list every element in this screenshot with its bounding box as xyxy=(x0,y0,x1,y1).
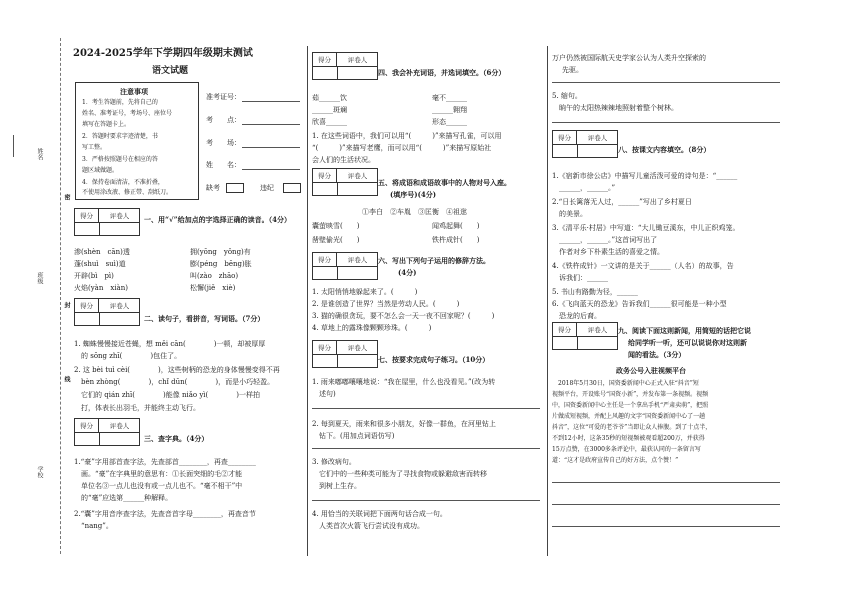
seal-mi: 密 xyxy=(63,194,70,200)
question-line: 1.“豪”字用部首查字法，先查部首________，再查________ xyxy=(74,458,256,466)
section-8-title: 八、按课文内容填空。（8分） xyxy=(618,145,711,154)
section-9-title: 九、阅读下面这则新闻，用简短的话把它说 xyxy=(618,326,751,335)
question-line: 恐龙的后裔。 xyxy=(552,312,601,320)
notice-line: 姓名、准考证号，考场号、座位号 xyxy=(82,110,173,117)
question-line: 人类首次火箭飞行尝试没有成功。 xyxy=(312,522,424,530)
score-box: 得分 评卷人 xyxy=(312,52,378,80)
question-line: ______，______。” xyxy=(552,184,616,192)
admission-label: 准考证号： xyxy=(206,93,241,101)
pinyin-item[interactable]: 拥(yōng yǒng)有 xyxy=(190,248,251,256)
pinyin-item[interactable]: 叫(zào zhāo) xyxy=(190,272,239,280)
question-line: 它们中的一些种类可能为了寻找食物或躲避敌害而转移 xyxy=(312,470,487,478)
question-line: 1. 在这些词语中，我们可以用“( )”来描写孔雀，可以用 xyxy=(312,132,502,140)
question-line: 先驱。 xyxy=(562,66,583,74)
notice-line: 不使用涂改液、修正带、刮纸刀。 xyxy=(82,189,173,196)
hall-label: 考 场： xyxy=(206,139,241,147)
news-line: 道：“这才是政府宣传自己的好方法，点个赞！” xyxy=(552,457,679,464)
question-line: 到树上生存。 xyxy=(312,482,361,490)
news-line: 不到12小时，这条35秒的短视频被观看超200万，并获得 xyxy=(552,435,705,442)
notice-heading: 注意事项 xyxy=(120,87,148,96)
question-line: 它们的 qián zhī( )能像 niǎo yì( )一样拍 xyxy=(74,391,260,399)
question-line: 4.《铁杵成针》一文讲的是关于______（人名）的故事，告 xyxy=(552,262,734,270)
answer-line[interactable] xyxy=(552,482,780,483)
section-2-title: 二、读句子，看拼音，写词语。（7分） xyxy=(144,314,265,323)
answer-line[interactable] xyxy=(552,526,780,527)
question-line: 作者对乡下朴素生活的喜爱之情。 xyxy=(552,248,664,256)
question-line: 述句) xyxy=(312,390,336,398)
grader-label: 评卷人 xyxy=(99,209,140,223)
pinyin-item[interactable]: 火焰(yàn xiàn) xyxy=(74,284,128,292)
answer-line[interactable] xyxy=(312,448,540,449)
pinyin-item[interactable]: 蓬(shuì suì)道 xyxy=(74,260,126,268)
question-line: 2.“日长篱落无人过，______”写出了乡村夏日 xyxy=(552,198,692,206)
notice-line: 1．考生答题前，先将自己的 xyxy=(82,99,158,106)
question-line: 3.《清平乐·村居》中写道：“大儿锄豆溪东，中儿正织鸡笼。 xyxy=(552,224,740,232)
section-6-title: 六、写出下列句子运用的修辞方法。 xyxy=(378,256,490,265)
margin-label-school: 学校 xyxy=(36,466,43,478)
question-line: 2. 每到夏天，雨来和很多小朋友，好像一群鱼，在河里钻上 xyxy=(312,420,496,428)
news-line: 片做成短视频，并配上风趣的文字“国资委新闻中心了一趟 xyxy=(552,413,706,420)
question-line: 单位名③一点儿也没有或一点儿也不。“毫不相干”中 xyxy=(74,482,243,490)
answer-line[interactable] xyxy=(552,122,780,123)
section-4-title: 四、我会补充词语，并选词填空。（6分） xyxy=(378,68,506,77)
seal-xian: 线 xyxy=(63,376,70,382)
question-line: 1. 雨来嘟嘟嚷嚷地说：“我在屋里，什么也没看见。”(改为转 xyxy=(312,378,496,386)
question-line: 2.“囊”字用音序查字法，先查音首字母________，再查音节 xyxy=(74,510,256,518)
score-box: 得分 评卷人 xyxy=(74,298,140,326)
question-line: 2. 是谁创造了世界？当然是劳动人民。( ) xyxy=(312,300,460,308)
question-line: 晌午的太阳热辣辣地照射着整个树林。 xyxy=(552,104,678,112)
question-line: 5. 书山有路勤为径，______ xyxy=(552,288,638,296)
notice-line: 3．严格按照题号在相应的答 xyxy=(82,156,158,163)
exam-subtitle: 语文试题 xyxy=(152,66,189,76)
question-line: 的美景。 xyxy=(552,210,587,218)
question-line: 3. 修改病句。 xyxy=(312,458,356,466)
violation-label: 违纪 xyxy=(260,184,274,192)
pinyin-item[interactable]: 松懈(jiě xiè) xyxy=(190,284,236,292)
idiom-item[interactable]: 囊萤映雪( ) xyxy=(312,222,360,230)
news-title: 政务公号入驻视频平台 xyxy=(616,366,686,375)
score-box: 得分 评卷人 xyxy=(74,418,140,446)
score-box: 得分 评卷人 xyxy=(312,340,378,368)
pinyin-item[interactable]: 开辟(bì pì) xyxy=(74,272,114,280)
notice-line: 写工整。 xyxy=(82,144,107,151)
answer-line[interactable] xyxy=(312,408,540,409)
room-field[interactable] xyxy=(242,124,300,125)
section-7-title: 七、按要求完成句子练习。（10分） xyxy=(378,355,490,364)
question-line: 万户仍然被国际航天史学家公认为人类升空探索的 xyxy=(552,54,706,62)
question-line: 诉我们：______ xyxy=(552,274,608,282)
notice-line: 2．答题时要求字迹清楚，书 xyxy=(82,133,158,140)
idiom-item[interactable]: 铁杵成针( ) xyxy=(432,236,480,244)
margin-line xyxy=(13,135,14,157)
word-item[interactable]: 毫不______ xyxy=(432,94,467,102)
notice-line: 4．保持卷面清洁，不准折叠， xyxy=(82,179,164,186)
question-line: 1. 太阳悄悄地躲起来了。( ) xyxy=(312,288,418,296)
question-line: 1.《宿新市徐公店》中描写儿童活泼可爱的诗句是：“______ xyxy=(552,172,738,180)
room-label: 考 点： xyxy=(206,116,241,124)
section-9-title: 给同学听一听，还可以说说你对这则新 xyxy=(628,338,747,347)
news-line: 15万点赞，在3000多条评论中，最获认同的一条留言写 xyxy=(552,446,701,453)
question-line: 画。“豪”在字典里的意思有：①长面突细的毛②才能 xyxy=(74,470,243,478)
question-line: 的 sōng zhī( )包住了。 xyxy=(74,352,182,360)
news-line: 中，国资委新闻中心主任是一个拿出手机“严肃卖萌”，把照 xyxy=(552,402,709,409)
hall-field[interactable] xyxy=(242,147,300,148)
word-item[interactable]: ______翱翔 xyxy=(432,106,467,114)
binding-line xyxy=(60,38,61,554)
column-divider xyxy=(547,46,548,556)
news-line: 视频平台，开设账号“国资小新”，并发布第一条视频。视频 xyxy=(552,391,709,398)
pinyin-item[interactable]: 渗(shèn cān)透 xyxy=(74,248,130,256)
question-line: bèn zhòng( )，chǐ dūn( )，而是小巧轻盈。 xyxy=(74,378,275,386)
idiom-item[interactable]: 凿壁偷光( ) xyxy=(312,236,360,244)
section-5-subtitle: (填序号)(4分) xyxy=(390,190,437,199)
question-line: 6.《飞向蓝天的恐龙》告诉我们______很可能是一种小型 xyxy=(552,300,727,308)
absent-label: 缺考 xyxy=(206,184,220,192)
question-line: “nang”。 xyxy=(74,522,113,530)
seal-feng: 封 xyxy=(63,302,70,308)
notice-line: 题区域做题。 xyxy=(82,167,119,174)
score-box: 得分 评卷人 xyxy=(552,130,618,158)
question-line: 3. 猫的确很贪玩，要不怎么会一天一夜不回家呢？( ) xyxy=(312,312,495,320)
margin-label-name: 姓名 xyxy=(36,148,43,160)
score-box: 得分 评卷人 xyxy=(312,168,378,196)
score-box: 得分 评卷人 xyxy=(312,252,378,280)
score-box xyxy=(74,208,140,236)
question-line: 4. 用恰当的关联词把下面两句话合成一句。 xyxy=(312,510,447,518)
question-line: 5. 缩句。 xyxy=(552,92,582,100)
news-line: 2018年5月30日，国资委新闻中心正式入驻“抖音”短 xyxy=(552,380,699,387)
word-item[interactable]: 茹______饮 xyxy=(312,94,347,102)
absent-box[interactable] xyxy=(226,183,244,193)
name-field[interactable] xyxy=(242,169,300,170)
question-line: 1. 蜘蛛慢慢接近苍蝇，想 měi cān( )一顿，却被厚厚 xyxy=(74,340,266,348)
column-divider xyxy=(307,46,308,556)
news-line: 抖音”，这位“可爱的老爷爷”当即让众人捧腹。到了十点半， xyxy=(552,424,712,431)
admission-field[interactable] xyxy=(242,101,300,102)
name-label: 姓 名： xyxy=(206,161,241,169)
section-9-title: 闻的看法。（3分） xyxy=(628,350,686,359)
question-line: 钻下。(用加点词语仿写) xyxy=(312,432,395,440)
question-line: “( )”来描写老鹰，而可以用“( )”来描写原始社 xyxy=(312,144,492,152)
name-options: ①李白 ②车胤 ③匡衡 ④祖逖 xyxy=(362,208,467,216)
score-label: 得分 xyxy=(75,209,99,223)
question-line: 2. 这 bèi tuì cèi( )，这些树柄的恐龙的身体慢慢变得不再 xyxy=(74,366,280,374)
violation-box[interactable] xyxy=(283,183,301,193)
answer-line[interactable] xyxy=(552,82,780,83)
section-1-title: 一、用“√”给加点的字选择正确的读音。（4分） xyxy=(144,215,292,224)
word-item[interactable]: ______斑斓 xyxy=(312,106,347,114)
exam-title: 2024-2025学年下学期四年级期末测试 xyxy=(73,48,253,59)
section-6-points: (4分) xyxy=(398,268,417,277)
word-item[interactable]: 欣喜______ xyxy=(312,118,347,126)
notice-box xyxy=(75,82,199,200)
answer-line[interactable] xyxy=(312,500,540,501)
margin-label-class: 班级 xyxy=(36,272,43,284)
notice-line: 填写在答题卡上。 xyxy=(82,121,131,128)
question-line: 4. 草地上的露珠像颗颗珍珠。( ) xyxy=(312,324,432,332)
question-line: 的“毫”应选第______种解释。 xyxy=(74,494,173,502)
idiom-item[interactable]: 闻鸡起舞( ) xyxy=(432,222,480,230)
pinyin-item[interactable]: 膨(péng bēng)胀 xyxy=(190,260,252,268)
answer-line[interactable] xyxy=(552,504,780,505)
question-line: ______，______。”这首词写出了 xyxy=(552,236,658,244)
question-line: 会人们的生活状况。 xyxy=(312,156,375,164)
section-3-title: 三、查字典。（4分） xyxy=(144,434,209,443)
section-5-title: 五、将成语和成语故事中的人物对号入座。 xyxy=(378,178,511,187)
score-box: 得分 评卷人 xyxy=(552,322,618,350)
question-line: 打，体表长出羽毛，并能终主动飞行。 xyxy=(74,404,200,412)
word-item[interactable]: 形态______ xyxy=(432,118,467,126)
